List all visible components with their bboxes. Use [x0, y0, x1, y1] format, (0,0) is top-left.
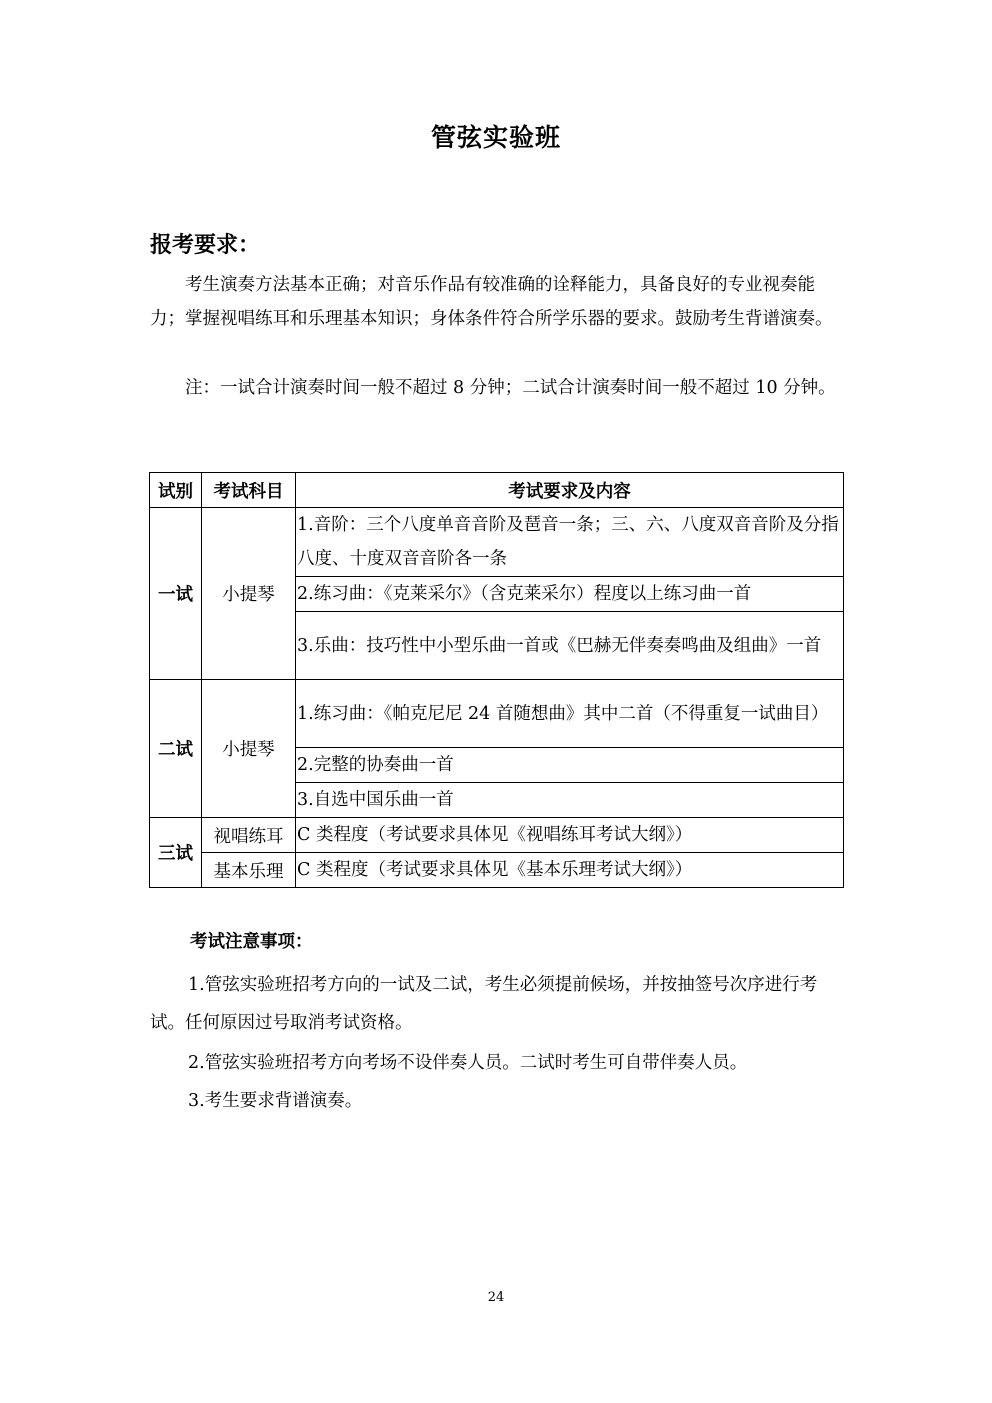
round-label: 三试	[150, 818, 202, 888]
notes-heading: 考试注意事项：	[190, 932, 313, 952]
header-content: 考试要求及内容	[296, 473, 844, 508]
table-row	[150, 508, 844, 577]
note-item: 1.管弦实验班招考方向的一试及二试，考生必须提前候场，并按抽签号次序进行考试。任何原因过号取消考试资格。	[150, 975, 818, 1033]
subject-cell: 小提琴	[202, 680, 296, 818]
note-item: 2.管弦实验班招考方向考场不设伴奏人员。二试时考生可自带伴奏人员。	[188, 1053, 748, 1073]
table-row	[150, 818, 844, 853]
table-header-row	[150, 473, 844, 508]
requirement-cell: 1.音阶：三个八度单音音阶及琶音一条；三、六、八度双音音阶及分指八度、十度双音音阶各一条	[296, 508, 844, 577]
requirement-cell: C 类程度（考试要求具体见《基本乐理考试大纲》）	[296, 853, 844, 888]
round-label: 二试	[150, 680, 202, 818]
page-title: 管弦实验班	[430, 123, 561, 152]
requirements-paragraph: 考生演奏方法基本正确；对音乐作品有较准确的诠释能力，具备良好的专业视奏能力；掌握视唱练耳和乐理基本知识；身体条件符合所学乐器的要求。鼓励考生背谱演奏。	[150, 275, 833, 329]
requirements-heading: 报考要求：	[150, 232, 261, 258]
subject-cell: 基本乐理	[202, 853, 296, 888]
round-label: 一试	[150, 508, 202, 680]
header-subject: 考试科目	[202, 473, 296, 508]
table-row	[150, 680, 844, 748]
time-limit-note: 注：一试合计演奏时间一般不超过 8 分钟；二试合计演奏时间一般不超过 10 分钟。	[185, 378, 836, 398]
requirement-cell: 2.完整的协奏曲一首	[296, 748, 844, 783]
page-number: 24	[487, 1290, 505, 1305]
requirement-cell: 3.乐曲：技巧性中小型乐曲一首或《巴赫无伴奏奏鸣曲及组曲》一首	[296, 612, 844, 680]
requirement-cell: 3.自选中国乐曲一首	[296, 783, 844, 818]
subject-cell: 视唱练耳	[202, 818, 296, 853]
subject-cell: 小提琴	[202, 508, 296, 680]
header-round: 试别	[150, 473, 202, 508]
requirement-cell: C 类程度（考试要求具体见《视唱练耳考试大纲》）	[296, 818, 844, 853]
exam-table	[149, 472, 844, 888]
table-row	[150, 853, 844, 888]
requirement-cell: 1.练习曲：《帕克尼尼 24 首随想曲》其中二首（不得重复一试曲目）	[296, 680, 844, 748]
note-item: 3.考生要求背谱演奏。	[188, 1091, 363, 1111]
requirement-cell: 2.练习曲：《克莱采尔》（含克莱采尔）程度以上练习曲一首	[296, 577, 844, 612]
